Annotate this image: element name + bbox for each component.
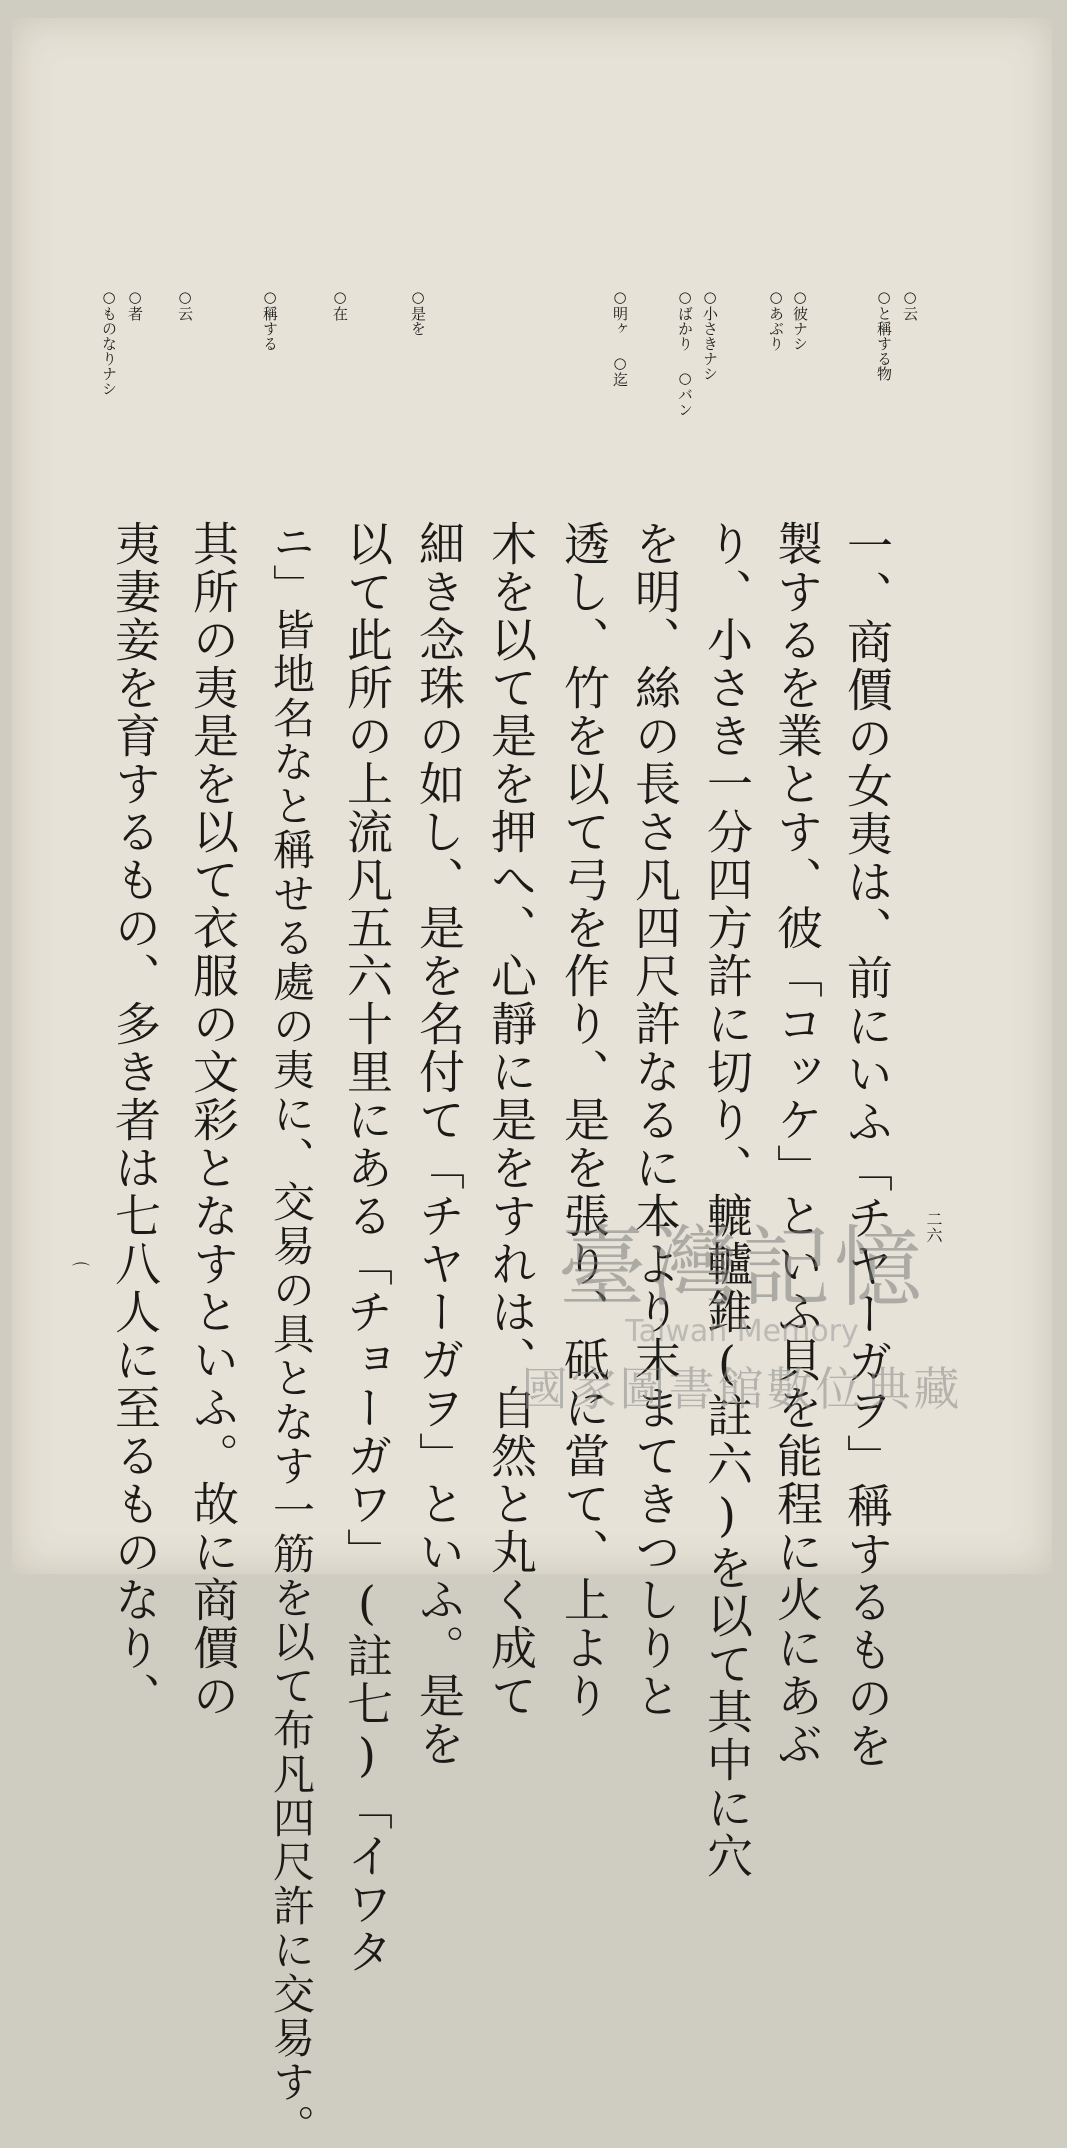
body-line: 細き念珠の如し、是を名付て「チヤーガヲ」といふ。是を	[412, 520, 466, 1768]
margin-note: ○と稱する物	[875, 288, 893, 381]
body-line: 木を以て是を押へ、心靜に是をすれは、自然と丸く成て	[484, 520, 538, 1720]
watermark-sub: 國家圖書館數位典藏	[521, 1362, 963, 1416]
margin-note: ○彼ナシ	[791, 288, 809, 351]
body-line: 透し、竹を以て弓を作り、是を張り、砥に當て、上より	[557, 520, 611, 1720]
book-page	[12, 18, 1052, 2148]
page-number: 二六	[924, 1211, 943, 1243]
margin-note: ○云	[176, 288, 194, 321]
margin-note: ○是を	[409, 288, 427, 336]
margin-note: ○小さきナシ	[701, 288, 719, 381]
margin-note: ○ばかり ○バン	[676, 288, 694, 417]
margin-note: ○あぶり	[767, 288, 785, 351]
body-line: ニ」皆地名なと稱せる處の夷に、交易の具となす一筋を以て布凡四尺許に交易す。	[267, 520, 316, 2148]
watermark-english: Taiwan Memory	[625, 1314, 859, 1349]
margin-note: ○明ヶ ○迄	[611, 288, 629, 387]
stray-mark: ⌒	[72, 1262, 90, 1283]
body-line: を明、絲の長さ凡四尺許なるに本より末まてきつしりと	[628, 520, 682, 1720]
body-line: 以て此所の上流凡五六十里にある「チョーガワ」(註七)「イワタ	[340, 520, 394, 1976]
watermark	[492, 1198, 992, 1458]
body-line: り、小さき一分四方許に切り、轆轤錐(註六)を以て其中に穴	[700, 520, 754, 1880]
body-line: 夷妻妾を育するもの、多き者は七八人に至るものなり、	[108, 520, 162, 1720]
body-line: 製するを業とす、彼「コッケ」といふ貝を能程に火にあぶ	[770, 520, 824, 1768]
margin-note: ○者	[126, 288, 144, 321]
margin-note: ○在	[331, 288, 349, 321]
body-line: 一、商價の女夷は、前にいふ「チヤーガヲ」稱するものを	[840, 522, 894, 1770]
body-line: 其所の夷是を以て衣服の文彩となすといふ。故に商價の	[186, 520, 240, 1720]
watermark-main: 臺灣記憶	[557, 1216, 926, 1319]
margin-note: ○ものなりナシ	[100, 288, 118, 396]
margin-note: ○稱する	[261, 288, 279, 351]
margin-note: ○云	[901, 288, 919, 321]
